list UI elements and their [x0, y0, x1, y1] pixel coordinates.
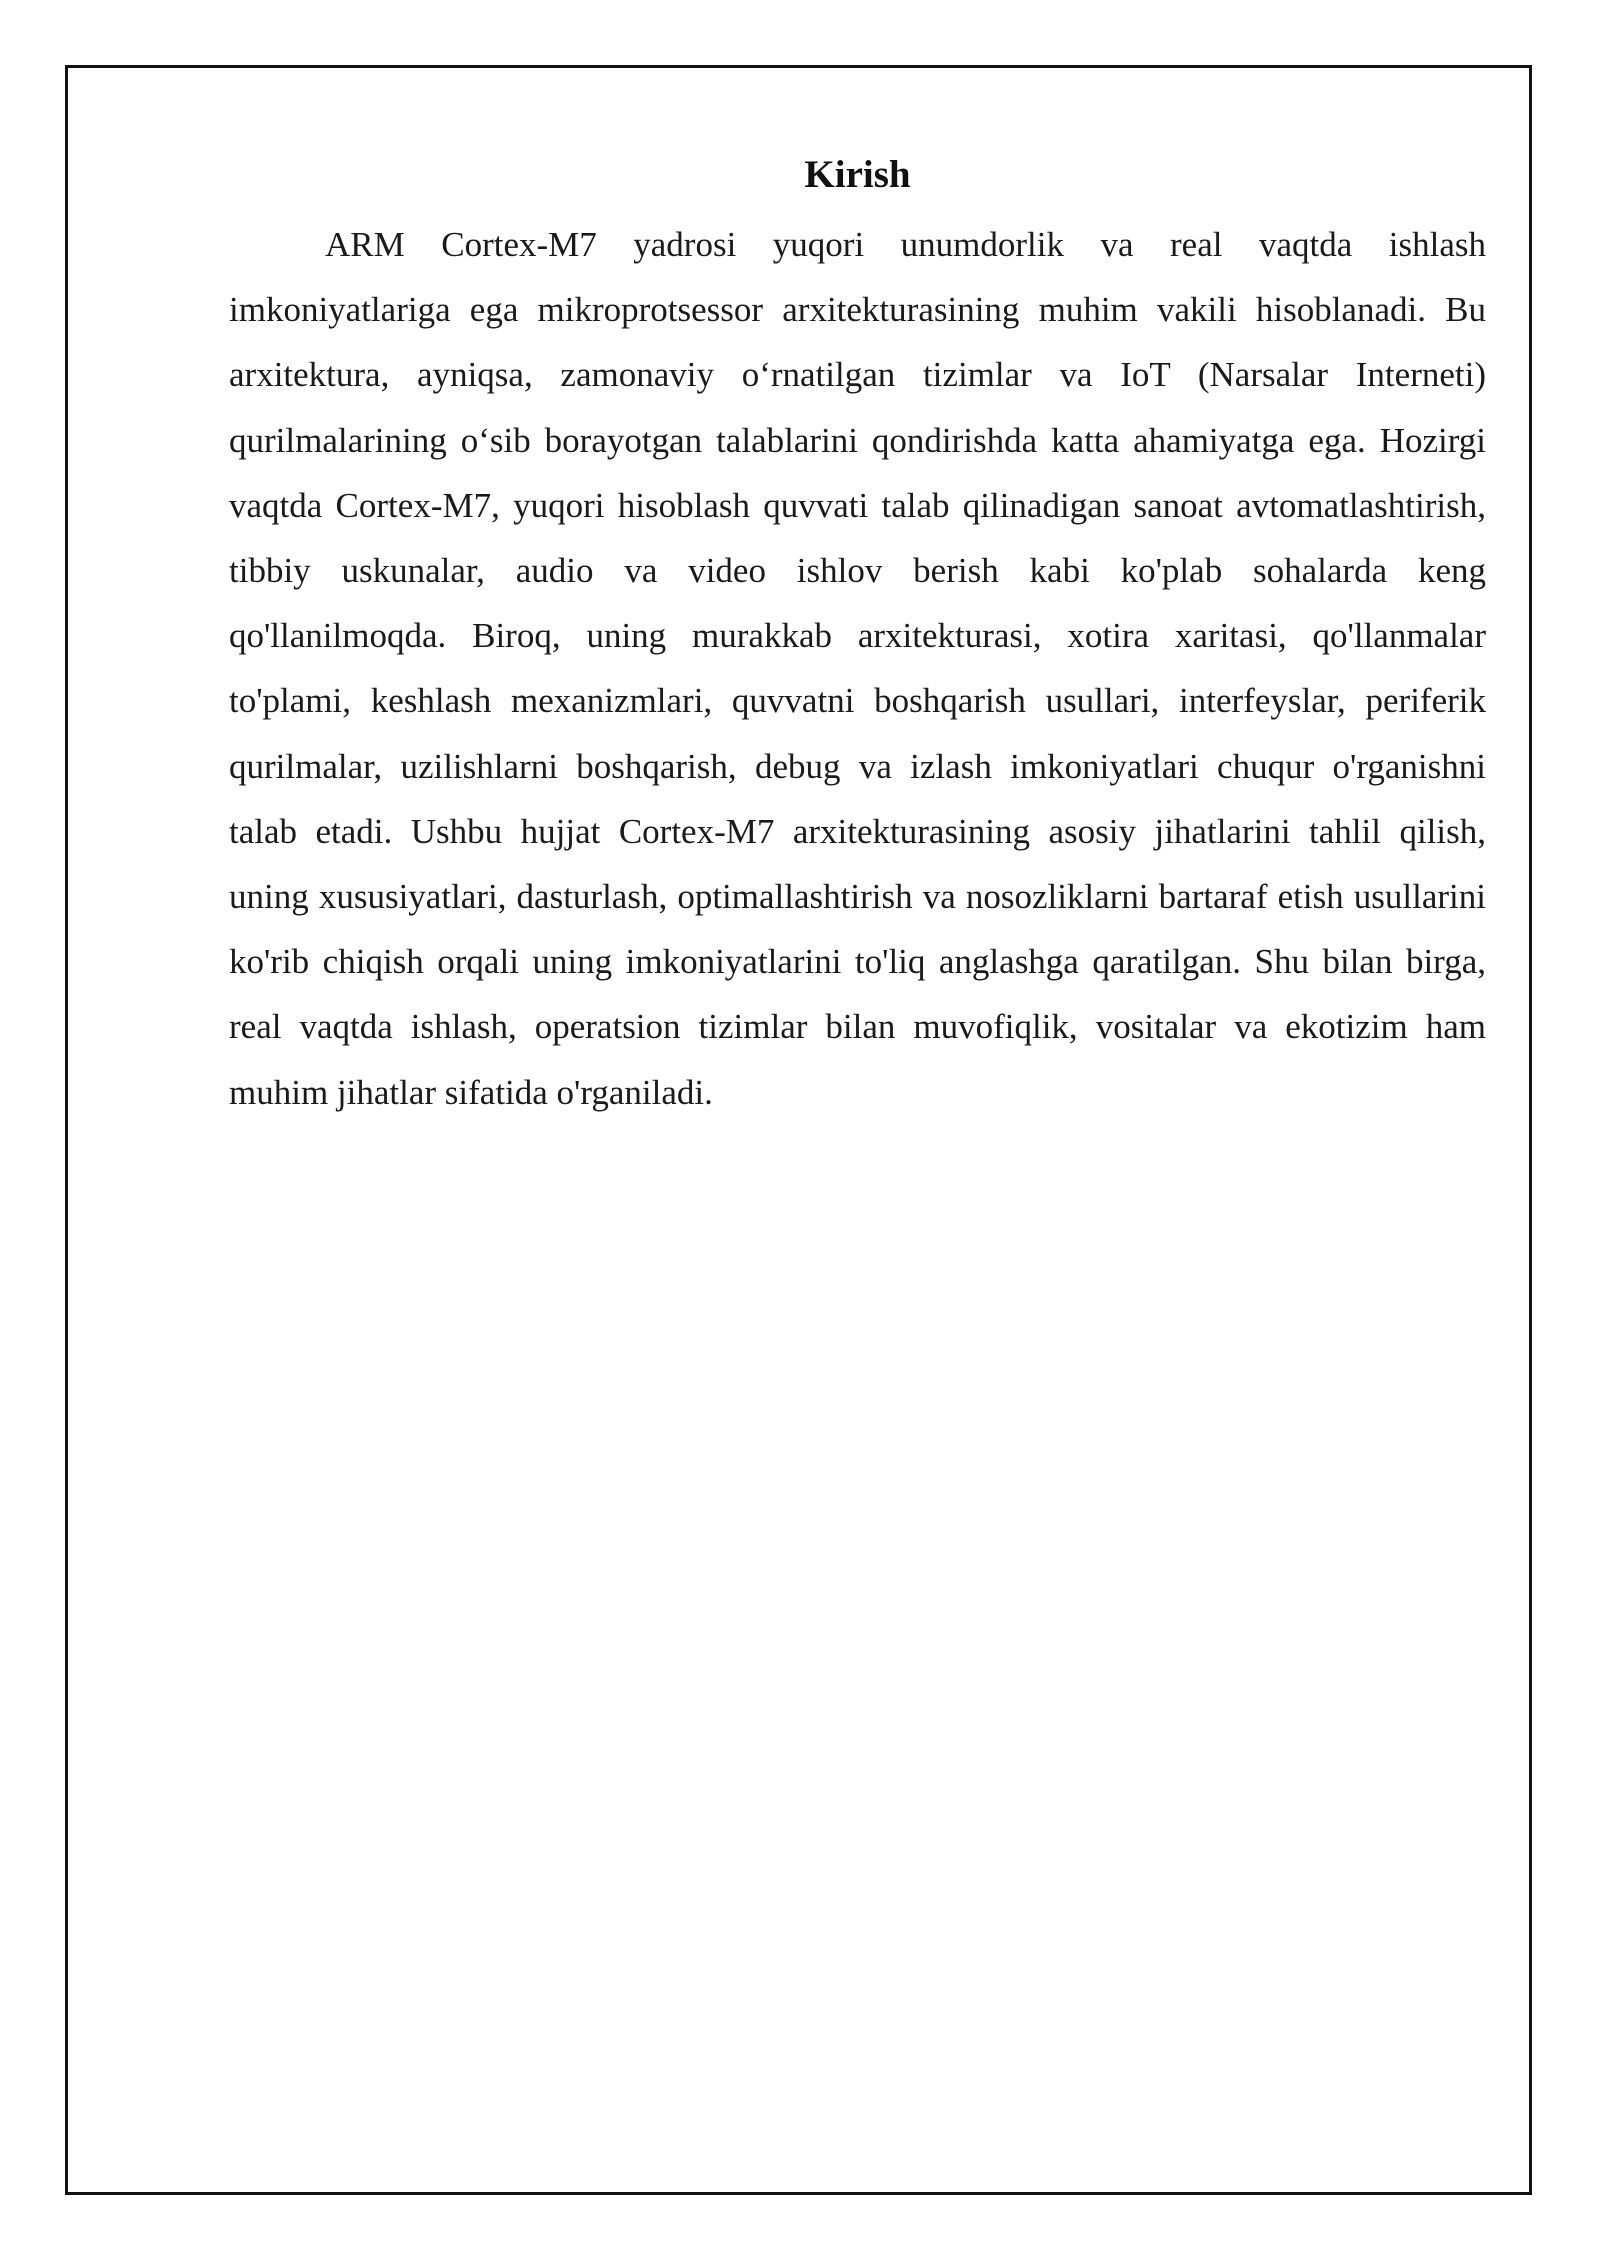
intro-paragraph: ARM Cortex-M7 yadrosi yuqori unumdorlik va real vaqtda ishlash imkoniyatlariga ega mikroprotsessor arxitekturasining muhim vakili hisoblanadi. Bu arxitektura, ayniqsa, zamonaviy oʻrnatilgan tizimlar va IoT (Narsalar Interneti) qurilmalarining oʻsib borayotgan talablarini qondirishda katta ahamiyatga ega. Hozirgi vaqtda Cortex-M7, yuqori hisoblash quvvati talab qilinadigan sanoat avtomatlashtirish, tibbiy uskunalar, audio va video ishlov berish kabi ko'plab sohalarda keng qo'llanilmoqda. Biroq, uning murakkab arxitekturasi, xotira xaritasi, qo'llanmalar to'plami, keshlash mexanizmlari, quvvatni boshqarish usullari, interfeyslar, periferik qurilmalar, uzilishlarni boshqarish, debug va izlash imkoniyatlari chuqur o'rganishni talab etadi. Ushbu hujjat Cortex-M7 arxitekturasining asosiy jihatlarini tahlil qilish, uning xususiyatlari, dasturlash, optimallashtirish va nosozliklarni bartaraf etish usullarini ko'rib chiqish orqali uning imkoniyatlarini to'liq anglashga qaratilgan. Shu bilan birga, real vaqtda ishlash, operatsion tizimlar bilan muvofiqlik, vositalar va ekotizim ham muhim jihatlar sifatida o'rganiladi.: [229, 225, 1486, 1112]
document-body: [229, 142, 1486, 1125]
section-heading: Kirish: [804, 153, 911, 196]
